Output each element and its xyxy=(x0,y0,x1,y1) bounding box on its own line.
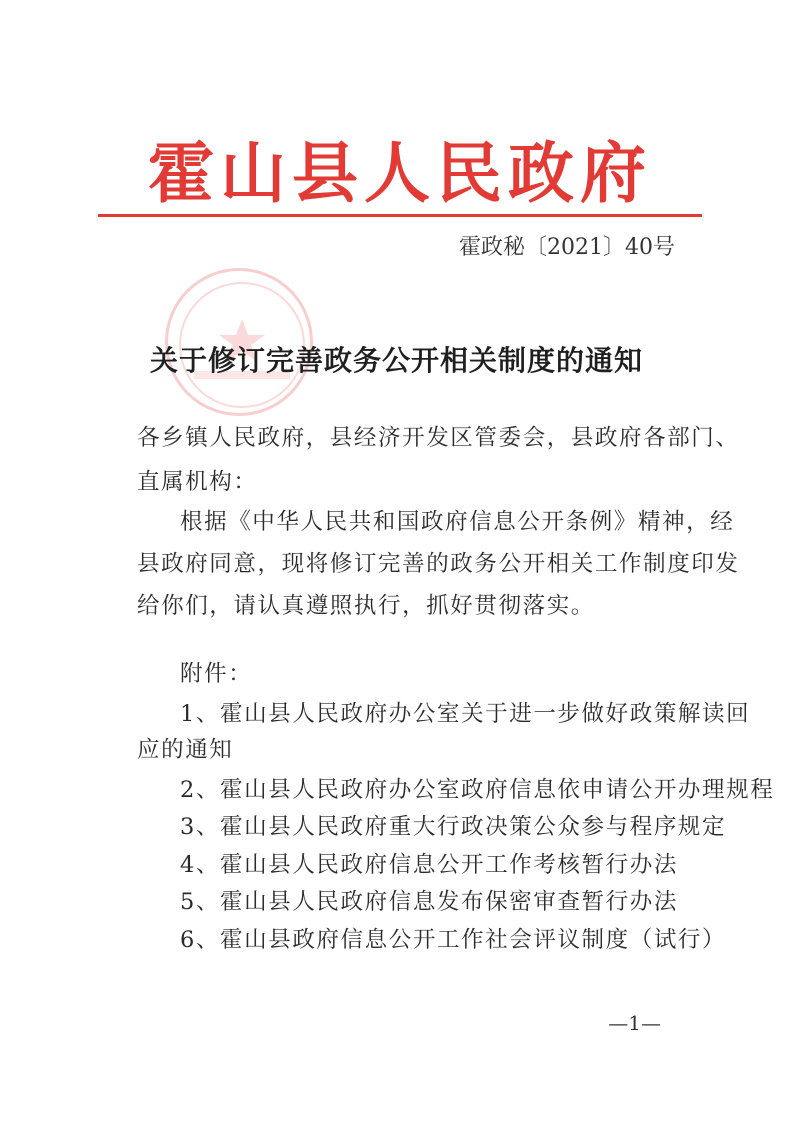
attachment-item-3: 3、霍山县人民政府重大行政决策公众参与程序规定 xyxy=(180,814,727,840)
addressee-line-2: 直属机构： xyxy=(137,469,258,495)
attachments-label: 附件： xyxy=(180,661,253,687)
attachment-item-4: 4、霍山县人民政府信息公开工作考核暂行办法 xyxy=(180,852,678,878)
attachment-item-1-line-2: 应的通知 xyxy=(137,737,234,763)
body-paragraph-line-2: 县政府同意，现将修订完善的政务公开相关工作制度印发 xyxy=(137,551,740,577)
attachment-item-5: 5、霍山县人民政府信息发布保密审查暂行办法 xyxy=(180,889,678,915)
attachment-item-2: 2、霍山县人民政府办公室政府信息依申请公开办理规程 xyxy=(180,777,775,803)
page-number: —1— xyxy=(608,1011,661,1035)
red-header-rule xyxy=(98,214,702,217)
attachment-item-1-line-1: 1、霍山县人民政府办公室关于进一步做好政策解读回 xyxy=(180,701,751,727)
document-number: 霍政秘〔2021〕40号 xyxy=(459,235,675,260)
body-paragraph-line-3: 给你们，请认真遵照执行，抓好贯彻落实。 xyxy=(137,593,595,619)
attachment-item-6: 6、霍山县政府信息公开工作社会评议制度（试行） xyxy=(180,927,727,953)
notice-title: 关于修订完善政务公开相关制度的通知 xyxy=(149,344,643,377)
body-paragraph-line-1: 根据《中华人民共和国政府信息公开条例》精神，经 xyxy=(180,509,735,535)
addressee-line-1: 各乡镇人民政府，县经济开发区管委会，县政府各部门、 xyxy=(137,425,740,451)
issuing-authority-title: 霍山县人民政府 xyxy=(148,134,652,212)
